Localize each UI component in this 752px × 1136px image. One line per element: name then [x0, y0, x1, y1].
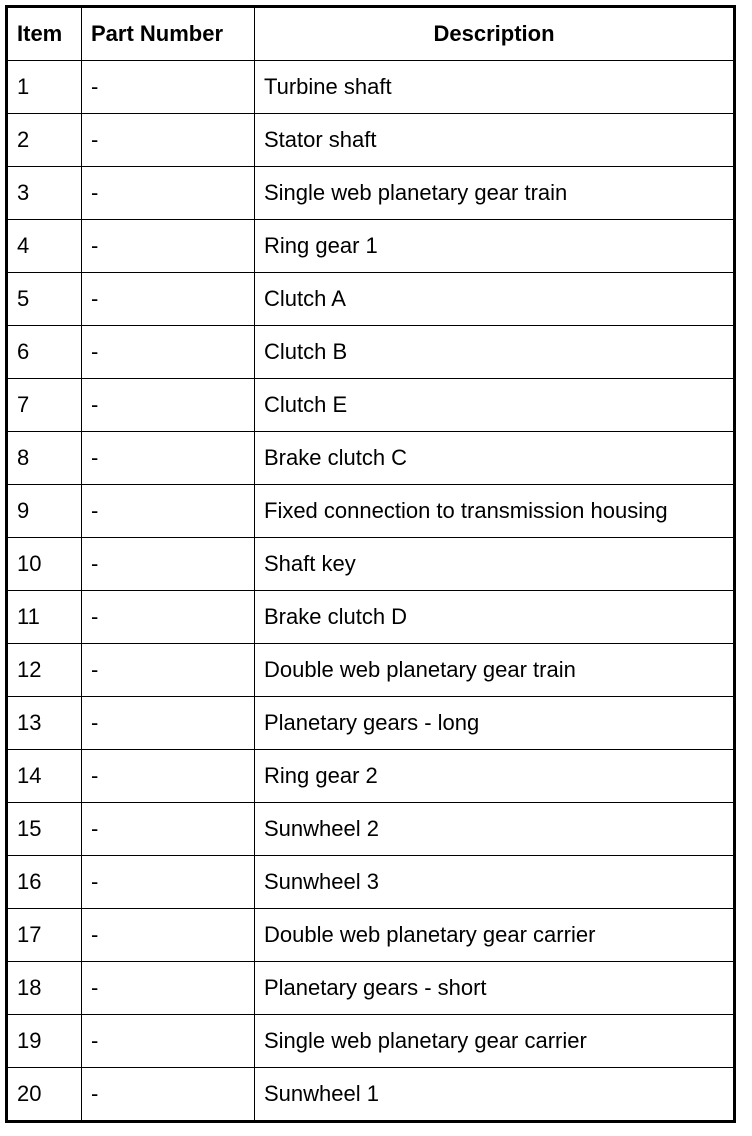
cell-item: 6	[7, 326, 82, 379]
table-row	[7, 909, 735, 962]
cell-item: 11	[7, 591, 82, 644]
table-row	[7, 326, 735, 379]
cell-part-number: -	[82, 220, 255, 273]
cell-part-number: -	[82, 61, 255, 114]
table-row	[7, 750, 735, 803]
cell-description: Shaft key	[255, 538, 735, 591]
cell-item: 15	[7, 803, 82, 856]
header-item: Item	[7, 7, 82, 61]
cell-description: Clutch B	[255, 326, 735, 379]
header-description: Description	[255, 7, 735, 61]
cell-item: 12	[7, 644, 82, 697]
cell-description: Brake clutch D	[255, 591, 735, 644]
cell-part-number: -	[82, 909, 255, 962]
table-row	[7, 803, 735, 856]
cell-item: 7	[7, 379, 82, 432]
table-row	[7, 538, 735, 591]
table-row	[7, 432, 735, 485]
header-part-number: Part Number	[82, 7, 255, 61]
table-row	[7, 273, 735, 326]
cell-item: 8	[7, 432, 82, 485]
cell-part-number: -	[82, 167, 255, 220]
table-row	[7, 697, 735, 750]
cell-item: 4	[7, 220, 82, 273]
cell-item: 2	[7, 114, 82, 167]
cell-item: 5	[7, 273, 82, 326]
cell-part-number: -	[82, 273, 255, 326]
table-row	[7, 1015, 735, 1068]
cell-description: Stator shaft	[255, 114, 735, 167]
cell-part-number: -	[82, 538, 255, 591]
table-header	[7, 7, 735, 61]
cell-description: Clutch A	[255, 273, 735, 326]
cell-description: Double web planetary gear train	[255, 644, 735, 697]
cell-item: 20	[7, 1068, 82, 1122]
cell-item: 10	[7, 538, 82, 591]
table-row	[7, 1068, 735, 1122]
cell-part-number: -	[82, 485, 255, 538]
cell-part-number: -	[82, 750, 255, 803]
cell-part-number: -	[82, 379, 255, 432]
cell-description: Fixed connection to transmission housing	[255, 485, 735, 538]
cell-description: Brake clutch C	[255, 432, 735, 485]
table-row	[7, 220, 735, 273]
cell-part-number: -	[82, 326, 255, 379]
table-row	[7, 644, 735, 697]
cell-item: 9	[7, 485, 82, 538]
parts-table-container	[5, 5, 733, 1123]
cell-part-number: -	[82, 1068, 255, 1122]
cell-part-number: -	[82, 962, 255, 1015]
cell-description: Single web planetary gear carrier	[255, 1015, 735, 1068]
table-row	[7, 856, 735, 909]
cell-part-number: -	[82, 803, 255, 856]
cell-part-number: -	[82, 1015, 255, 1068]
table-row	[7, 61, 735, 114]
cell-description: Ring gear 2	[255, 750, 735, 803]
table-row	[7, 114, 735, 167]
table-row	[7, 962, 735, 1015]
table-row	[7, 379, 735, 432]
parts-table	[5, 5, 736, 1123]
cell-description: Single web planetary gear train	[255, 167, 735, 220]
cell-description: Double web planetary gear carrier	[255, 909, 735, 962]
cell-item: 3	[7, 167, 82, 220]
cell-item: 1	[7, 61, 82, 114]
cell-item: 19	[7, 1015, 82, 1068]
table-row	[7, 167, 735, 220]
table-row	[7, 485, 735, 538]
cell-item: 14	[7, 750, 82, 803]
cell-item: 17	[7, 909, 82, 962]
cell-part-number: -	[82, 856, 255, 909]
cell-description: Planetary gears - short	[255, 962, 735, 1015]
table-body	[7, 61, 735, 1122]
cell-part-number: -	[82, 432, 255, 485]
header-row	[7, 7, 735, 61]
cell-description: Turbine shaft	[255, 61, 735, 114]
cell-description: Sunwheel 2	[255, 803, 735, 856]
cell-part-number: -	[82, 697, 255, 750]
cell-item: 18	[7, 962, 82, 1015]
cell-description: Clutch E	[255, 379, 735, 432]
cell-item: 16	[7, 856, 82, 909]
cell-part-number: -	[82, 591, 255, 644]
cell-description: Sunwheel 1	[255, 1068, 735, 1122]
table-row	[7, 591, 735, 644]
cell-part-number: -	[82, 114, 255, 167]
cell-part-number: -	[82, 644, 255, 697]
cell-description: Ring gear 1	[255, 220, 735, 273]
cell-description: Sunwheel 3	[255, 856, 735, 909]
cell-description: Planetary gears - long	[255, 697, 735, 750]
cell-item: 13	[7, 697, 82, 750]
